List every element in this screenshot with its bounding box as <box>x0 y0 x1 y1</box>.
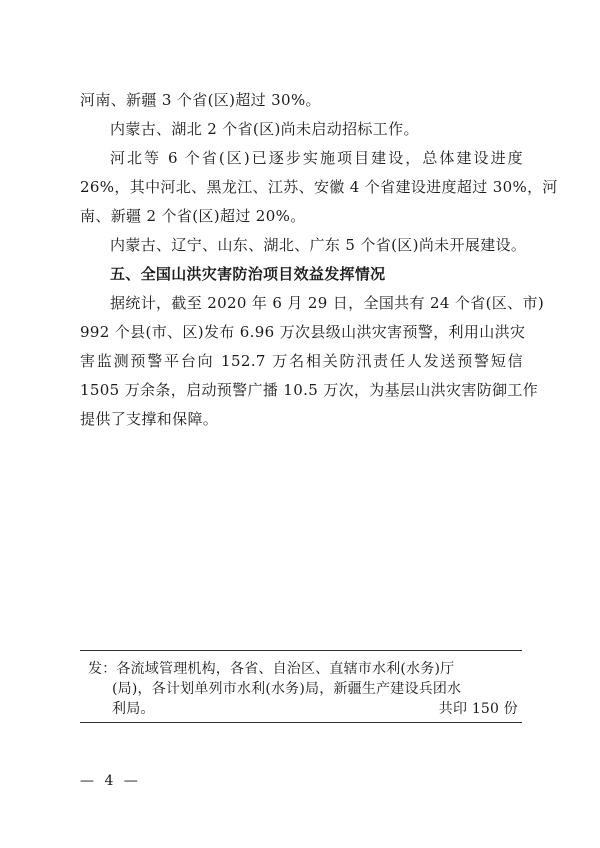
distribution-top-rule <box>80 650 522 651</box>
distribution-bottom-rule <box>80 722 522 723</box>
paragraph-line: 1505 万余条，启动预警广播 10.5 万次，为基层山洪灾害防御工作 <box>80 381 539 399</box>
paragraph-line: 河北等 6 个省(区)已逐步实施项目建设，总体建设进度 <box>110 149 523 167</box>
paragraph-line: 河南、新疆 3 个省(区)超过 30%。 <box>80 91 321 109</box>
paragraph-line: 害监测预警平台向 152.7 万名相关防汛责任人发送预警短信 <box>80 352 523 370</box>
paragraph-line: 内蒙古、辽宁、山东、湖北、广东 5 个省(区)尚未开展建设。 <box>110 236 527 254</box>
copies-count: 共印 150 份 <box>438 701 518 717</box>
paragraph-line: 据统计，截至 2020 年 6 月 29 日，全国共有 24 个省(区、市) <box>110 294 545 312</box>
distribution-line: 发：各流域管理机构，各省、自治区、直辖市水利(水务)厅 <box>88 661 455 677</box>
page-number: — 4 — <box>80 773 141 789</box>
body-text <box>80 86 558 434</box>
section-heading: 五、全国山洪灾害防治项目效益发挥情况 <box>110 265 386 283</box>
distribution-line: (局)，各计划单列市水利(水务)局，新疆生产建设兵团水 <box>112 681 462 697</box>
paragraph-line: 提供了支撑和保障。 <box>80 410 219 428</box>
distribution-block <box>88 659 518 719</box>
paragraph-line: 内蒙古、湖北 2 个省(区)尚未启动招标工作。 <box>110 120 419 138</box>
paragraph-line: 南、新疆 2 个省(区)超过 20%。 <box>80 207 306 225</box>
distribution-line-end: 利局。 <box>112 701 155 717</box>
distribution-line <box>88 699 518 719</box>
paragraph-line: 992 个县(市、区)发布 6.96 万次县级山洪灾害预警，利用山洪灾 <box>80 323 526 341</box>
paragraph-line: 26%，其中河北、黑龙江、江苏、安徽 4 个省建设进度超过 30%，河 <box>80 178 558 196</box>
